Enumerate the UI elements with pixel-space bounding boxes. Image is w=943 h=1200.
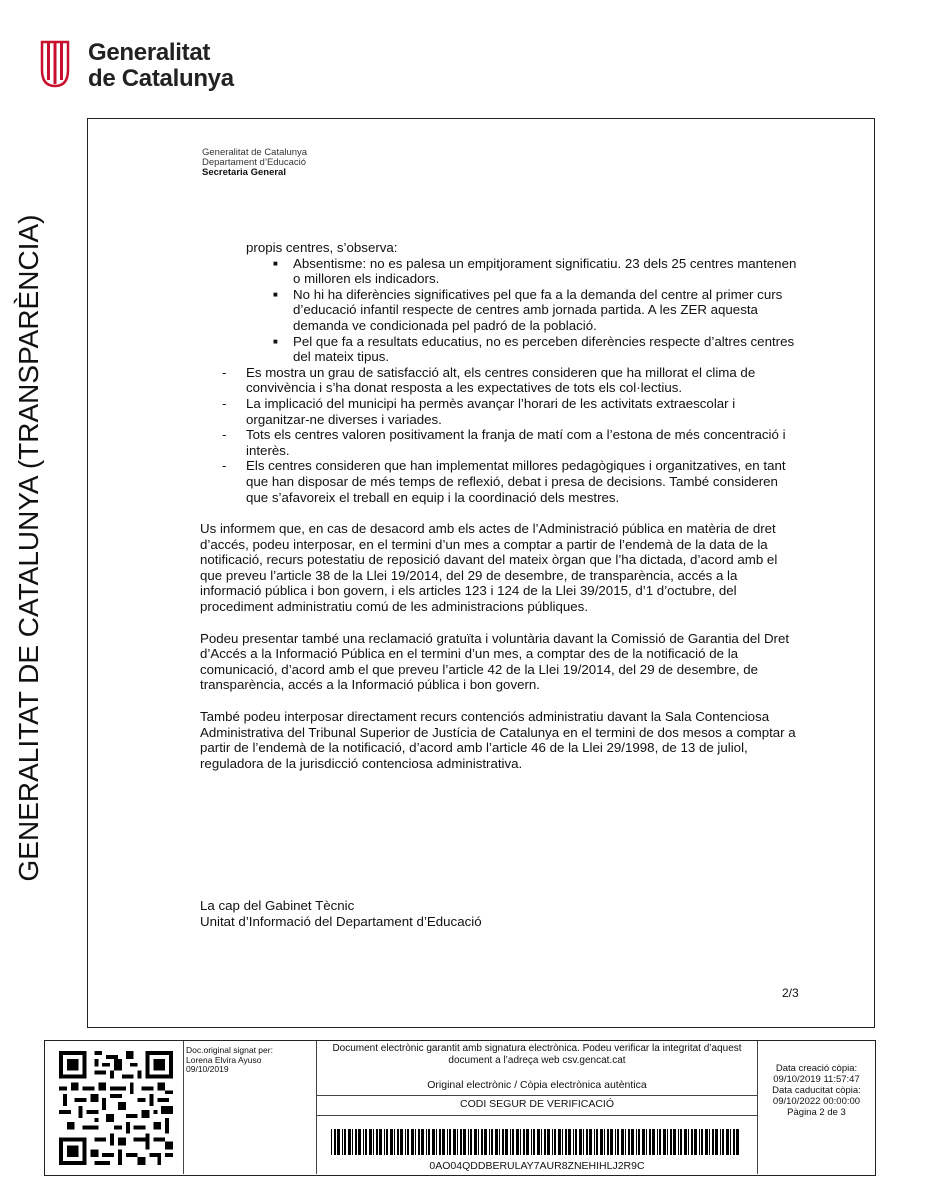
barcode-bar	[520, 1129, 521, 1155]
expiry-date: 09/10/2022 00:00:00	[772, 1096, 861, 1107]
barcode-bar	[642, 1129, 645, 1155]
dash-bullet-icon: -	[222, 364, 227, 380]
logo-line-2: de Catalunya	[88, 65, 234, 92]
creation-date: 09/10/2019 11:57:47	[773, 1074, 860, 1085]
barcode-bar	[369, 1129, 372, 1155]
barcode-bar	[478, 1129, 479, 1155]
barcode-bar	[394, 1129, 395, 1155]
barcode-bar	[615, 1129, 616, 1155]
barcode-bar	[418, 1129, 420, 1155]
barcode-bar	[400, 1129, 403, 1155]
bullet-item	[200, 287, 800, 334]
barcode-bar	[439, 1129, 441, 1155]
barcode-bar	[426, 1129, 427, 1155]
barcode-bar	[505, 1129, 508, 1155]
barcode-bar	[436, 1129, 437, 1155]
barcode-bar	[453, 1129, 456, 1155]
barcode-bar	[596, 1129, 598, 1155]
paragraph-contentious: També podeu interposar directament recurs contenciós administratiu davant la Sala Contenciosa Administrativa del Tribunal Superior de Justícia de Catalunya en el termini de dos mesos a comptar a partir de l’endemà de la notificació, d’acord amb l’article 46 de la Llei 29/1998, de 13 de juliol, reguladora de la jurisdicció contenciosa administrativa.	[200, 709, 796, 771]
header-line-2: Departament d’Educació	[202, 157, 307, 168]
creation-label: Data creació còpia:	[775, 1063, 858, 1074]
barcode-bar	[575, 1129, 577, 1155]
divider	[317, 1115, 757, 1116]
barcode-bar	[526, 1129, 529, 1155]
logo-line-1: Generalitat	[88, 39, 211, 66]
barcode-bar	[376, 1129, 378, 1155]
barcode-bar	[628, 1129, 630, 1155]
barcode-bar	[636, 1129, 637, 1155]
barcode-bar	[468, 1129, 469, 1155]
dash-item	[200, 365, 800, 396]
barcode-bar	[558, 1129, 561, 1155]
dash-text: La implicació del municipi ha permès avançar l’horari de les activitats extraescolar i organitzar-ne diverses i variades.	[246, 395, 736, 427]
barcode-bar	[638, 1129, 640, 1155]
catalan-flag-icon	[40, 40, 70, 88]
barcode-bar	[678, 1129, 679, 1155]
barcode-bar	[523, 1129, 525, 1155]
barcode-bar	[390, 1129, 393, 1155]
barcode-bar	[701, 1129, 703, 1155]
barcode-icon	[331, 1129, 741, 1155]
barcode-bar	[348, 1129, 351, 1155]
barcode-bar	[460, 1129, 462, 1155]
barcode-bar	[720, 1129, 721, 1155]
verification-center	[317, 1041, 757, 1174]
generalitat-logo	[40, 38, 280, 94]
page-number: 2/3	[782, 986, 799, 1000]
dash-text: Es mostra un grau de satisfacció alt, els centres consideren que ha millorat el clima de convivència i s’ha donat resposta a les expectatives de tots els col·lectius.	[246, 364, 756, 396]
barcode-bar	[463, 1129, 466, 1155]
barcode-bar	[621, 1129, 624, 1155]
barcode-bar	[331, 1129, 332, 1155]
barcode-bar	[491, 1129, 493, 1155]
department-header	[202, 148, 307, 178]
bullet-item	[200, 334, 800, 365]
barcode-bar	[631, 1129, 634, 1155]
barcode-bar	[730, 1129, 731, 1155]
signer-info	[183, 1041, 317, 1174]
signed-date: 09/10/2019	[186, 1064, 229, 1074]
square-bullet-icon: ■	[273, 258, 278, 268]
divider	[317, 1095, 757, 1096]
barcode-bar	[379, 1129, 382, 1155]
signed-label: Doc.original signat per:	[186, 1045, 273, 1055]
page-of-total: Pàgina 2 de 3	[787, 1107, 846, 1118]
csv-label: CODI SEGUR DE VERIFICACIÓ	[459, 1098, 615, 1110]
barcode-bar	[537, 1129, 540, 1155]
barcode-bar	[586, 1129, 588, 1155]
barcode-bar	[547, 1129, 550, 1155]
letter-body	[200, 240, 800, 771]
bullet-text: No hi ha diferències significatives pel que fa a la demanda del centre al primer curs d’educació infantil respecte de centres amb jornada partida. A les ZER aquesta demanda ve condicionada pel padró de la població.	[293, 286, 783, 333]
qr-code-icon	[59, 1051, 173, 1165]
barcode-bar	[673, 1129, 676, 1155]
barcode-bar	[397, 1129, 399, 1155]
side-transparency-label: GENERALITAT DE CATALUNYA (TRANSPARÈNCIA)	[13, 214, 44, 882]
barcode-bar	[516, 1129, 519, 1155]
copy-dates	[757, 1041, 875, 1174]
barcode-bar	[736, 1129, 739, 1155]
barcode-bar	[489, 1129, 490, 1155]
header-line-1: Generalitat de Catalunya	[202, 147, 308, 158]
barcode-bar	[712, 1129, 714, 1155]
bullet-text: Pel que fa a resultats educatius, no es perceben diferències respecte d’altres centres del mateix tipus.	[293, 333, 795, 365]
barcode-bar	[607, 1129, 609, 1155]
barcode-bar	[699, 1129, 700, 1155]
verification-notice: Document electrònic garantit amb signatura electrònica. Podeu verificar la integritat d’aquest document a l’adreça web csv.gencat.cat	[332, 1043, 742, 1066]
expiry-label: Data caducitat còpia:	[772, 1085, 861, 1096]
barcode-bar	[579, 1129, 582, 1155]
barcode-bar	[384, 1129, 385, 1155]
barcode-bar	[442, 1129, 445, 1155]
barcode-bar	[594, 1129, 595, 1155]
barcode-bar	[625, 1129, 626, 1155]
barcode-bar	[334, 1129, 336, 1155]
barcode-bar	[552, 1129, 553, 1155]
barcode-bar	[663, 1129, 666, 1155]
barcode-bar	[407, 1129, 409, 1155]
barcode-bar	[337, 1129, 340, 1155]
barcode-bar	[373, 1129, 374, 1155]
barcode-bar	[358, 1129, 361, 1155]
original-copy-label: Original electrònic / Còpia electrònica autèntica	[427, 1079, 647, 1091]
barcode-bar	[684, 1129, 687, 1155]
barcode-bar	[386, 1129, 388, 1155]
barcode-bar	[411, 1129, 414, 1155]
signature-line-2: Unitat d’Informació del Departament d’Educació	[200, 914, 482, 929]
barcode-bar	[565, 1129, 567, 1155]
barcode-bar	[531, 1129, 532, 1155]
barcode-bar	[688, 1129, 689, 1155]
barcode-bar	[421, 1129, 424, 1155]
paragraph-claim: Podeu presentar també una reclamació gratuïta i voluntària davant la Comissió de Garantia del Dret d’Accés a la Informació Pública en el termini d’un mes, a comptar des de la notificació de la comunicació, d’acord amb el que preveu l’article 42 de la Llei 19/2014, del 29 de desembre, de transparència, accés a la Informació pública i bon govern.	[200, 630, 790, 693]
barcode-bar	[533, 1129, 535, 1155]
barcode-bar	[405, 1129, 406, 1155]
barcode-bar	[568, 1129, 571, 1155]
dash-bullet-icon: -	[222, 427, 227, 443]
barcode-bar	[352, 1129, 353, 1155]
barcode-bar	[600, 1129, 603, 1155]
signer-name: Lorena Elvira Ayuso	[186, 1054, 262, 1065]
barcode-bar	[481, 1129, 483, 1155]
barcode-bar	[510, 1129, 511, 1155]
barcode-bar	[610, 1129, 613, 1155]
barcode-bar	[415, 1129, 416, 1155]
barcode-bar	[589, 1129, 592, 1155]
barcode-bar	[495, 1129, 498, 1155]
csv-code: 0AO04QDDBERULAY7AUR8ZNEHIHLJ2R9C	[429, 1160, 645, 1172]
barcode-bar	[726, 1129, 729, 1155]
dash-item	[200, 427, 800, 458]
barcode-bar	[365, 1129, 367, 1155]
barcode-bar	[457, 1129, 458, 1155]
dash-item	[200, 458, 800, 505]
barcode-bar	[583, 1129, 584, 1155]
barcode-bar	[541, 1129, 542, 1155]
signature-line-1: La cap del Gabinet Tècnic	[200, 898, 355, 913]
barcode-bar	[363, 1129, 364, 1155]
barcode-bar	[447, 1129, 448, 1155]
barcode-bar	[715, 1129, 718, 1155]
barcode-bar	[449, 1129, 451, 1155]
barcode-bar	[512, 1129, 514, 1155]
dash-text: Els centres consideren que han implementat millores pedagògiques i organitzatives, en tant que han disposar de més temps de reflexió, debat i presa de decisions. També consideren que s’afavoreix el treball en equip i la coordinació dels mestres.	[246, 458, 786, 505]
barcode-bar	[691, 1129, 693, 1155]
barcode-bar	[705, 1129, 708, 1155]
barcode-bar	[428, 1129, 430, 1155]
barcode-bar	[617, 1129, 619, 1155]
logo-text	[88, 40, 234, 92]
barcode-bar	[649, 1129, 651, 1155]
barcode-bar	[484, 1129, 487, 1155]
header-line-3: Secretaria General	[202, 167, 286, 178]
barcode-bar	[670, 1129, 672, 1155]
barcode-bar	[355, 1129, 357, 1155]
dash-bullet-icon: -	[222, 395, 227, 411]
barcode-bar	[554, 1129, 556, 1155]
barcode-bar	[562, 1129, 563, 1155]
dash-text: Tots els centres valoren positivament la franja de matí com a l’estona de més concentració i interès.	[246, 427, 786, 458]
barcode-bar	[657, 1129, 658, 1155]
barcode-bar	[573, 1129, 574, 1155]
barcode-bar	[342, 1129, 343, 1155]
barcode-bar	[709, 1129, 710, 1155]
barcode-bar	[474, 1129, 477, 1155]
barcode-bar	[659, 1129, 661, 1155]
barcode-bar	[667, 1129, 668, 1155]
barcode-bar	[733, 1129, 735, 1155]
signature-block	[200, 898, 482, 930]
barcode-bar	[604, 1129, 605, 1155]
barcode-bar	[722, 1129, 724, 1155]
barcode-bar	[646, 1129, 647, 1155]
barcode-bar	[344, 1129, 346, 1155]
dash-item	[200, 396, 800, 427]
dash-bullet-icon: -	[222, 458, 227, 474]
barcode-bar	[470, 1129, 472, 1155]
barcode-bar	[680, 1129, 682, 1155]
barcode-bar	[694, 1129, 697, 1155]
barcode-bar	[652, 1129, 655, 1155]
barcode-bar	[499, 1129, 500, 1155]
square-bullet-icon: ■	[273, 336, 278, 346]
barcode-bar	[432, 1129, 435, 1155]
bullet-item	[200, 256, 800, 287]
paragraph-appeal: Us informem que, en cas de desacord amb els actes de l’Administració pública en matèria de dret d’accés, podeu interposar, en el termini d’un mes a comptar a partir de l’endemà de la data de la notificació, recurs potestatiu de reposició davant del mateix òrgan que l’ha dictada, d’acord amb el que preveu l’article 38 de la Llei 19/2014, del 29 de desembre, de transparència, accés a la informació pública i bon govern, i els articles 123 i 124 de la Llei 39/2015, d’1 d’octubre, del procediment administratiu comú de les administracions públiques.	[200, 521, 778, 615]
barcode-bar	[544, 1129, 546, 1155]
verification-footer	[44, 1040, 876, 1176]
bullet-text: Absentisme: no es palesa un empitjorament significatiu. 23 dels 25 centres mantenen o milloren els indicadors.	[293, 255, 797, 287]
square-bullet-icon: ■	[273, 289, 278, 299]
intro-text: propis centres, s’observa:	[246, 240, 398, 255]
barcode-bar	[502, 1129, 504, 1155]
